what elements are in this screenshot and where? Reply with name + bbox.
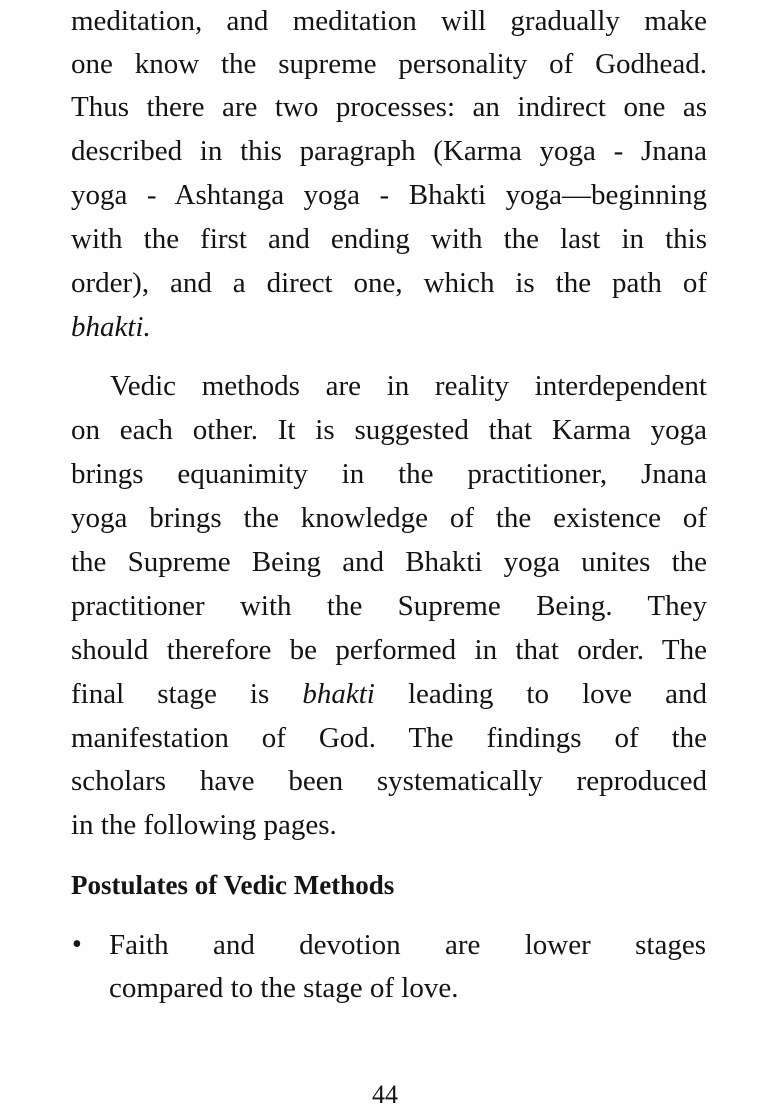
text-line: Vedic methods are in reality interdependent	[110, 370, 707, 402]
section-heading: Postulates of Vedic Methods	[71, 870, 395, 900]
text-line: described in this paragraph (Karma yoga - Jnana	[71, 135, 707, 167]
text-line: practitioner with the Supreme Being. They	[71, 590, 707, 622]
text-line: in the following pages.	[71, 809, 337, 841]
italic-term: bhakti.	[71, 311, 151, 343]
text-line: yoga brings the knowledge of the existence of	[71, 502, 707, 534]
text-line: Faith and devotion are lower stages	[109, 929, 706, 961]
text-line: compared to the stage of love.	[109, 972, 459, 1004]
text-line: one know the supreme personality of Godhead.	[71, 48, 707, 80]
text-line: on each other. It is suggested that Karma yoga	[71, 414, 707, 446]
text-line: meditation, and meditation will gradually make	[71, 5, 707, 37]
text-line: manifestation of God. The findings of the	[71, 722, 707, 754]
text-line: should therefore be performed in that order. The	[71, 634, 707, 666]
text-line: scholars have been systematically reproduced	[71, 765, 707, 797]
text-line: with the first and ending with the last in this	[71, 223, 707, 255]
text-line	[71, 677, 707, 711]
text-line: yoga - Ashtanga yoga - Bhakti yoga—beginning	[71, 179, 707, 211]
text-line: Thus there are two processes: an indirect one as	[71, 91, 707, 123]
text-segment: leading to love and	[374, 678, 707, 710]
italic-term: bhakti	[302, 678, 375, 710]
text-segment: final stage is	[71, 678, 303, 710]
bullet-marker: •	[72, 929, 82, 960]
text-line: order), and a direct one, which is the path of	[71, 267, 707, 299]
text-line	[71, 310, 707, 344]
page-number: 44	[372, 1080, 398, 1109]
text-line: brings equanimity in the practitioner, Jnana	[71, 458, 707, 490]
text-line: the Supreme Being and Bhakti yoga unites the	[71, 546, 707, 578]
